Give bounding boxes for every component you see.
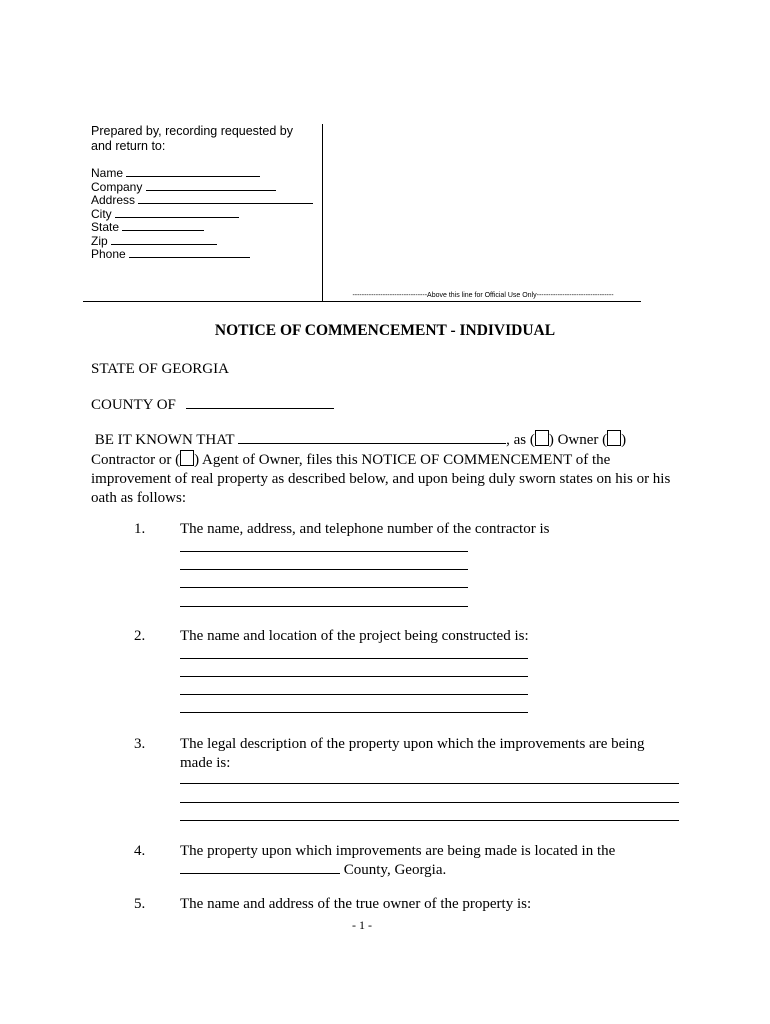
item-3-line[interactable] (180, 820, 679, 821)
field-state[interactable]: State (91, 221, 313, 235)
item-4-number: 4. (134, 843, 146, 859)
intro-line3: improvement of real property as described below, and upon being duly sworn states on his or his (91, 471, 671, 487)
item-2-line[interactable] (180, 694, 528, 695)
field-company[interactable]: Company (91, 181, 313, 195)
prepared-by-line1: Prepared by, recording requested by (91, 124, 293, 138)
county-line (91, 396, 334, 415)
county-label: COUNTY OF (91, 397, 176, 413)
item-1-line[interactable] (180, 551, 468, 552)
item-1-text: The name, address, and telephone number of the contractor is (180, 521, 550, 537)
field-phone[interactable]: Phone (91, 248, 313, 262)
item-5-number: 5. (134, 896, 146, 912)
field-name[interactable]: Name (91, 167, 313, 181)
filer-name-input[interactable] (238, 434, 506, 444)
prepared-by-line2: and return to: (91, 139, 166, 153)
item-1-line[interactable] (180, 587, 468, 588)
item-1-number: 1. (134, 521, 146, 537)
item-3-line[interactable] (180, 802, 679, 803)
return-address-fields (91, 167, 313, 262)
item-2-number: 2. (134, 628, 146, 644)
field-zip[interactable]: Zip (91, 235, 313, 249)
item-2-line[interactable] (180, 658, 528, 659)
item-3-line[interactable] (180, 783, 679, 784)
official-use-label: --------------------------------Above this line for Official Use Only--------------------------------- (352, 292, 614, 299)
item-2-line[interactable] (180, 676, 528, 677)
item-2-line[interactable] (180, 712, 528, 713)
contractor-checkbox[interactable] (607, 430, 621, 446)
item-3-number: 3. (134, 736, 146, 752)
item-4-text: The property upon which improvements are being made is located in the County, Georgia. (180, 843, 616, 878)
item-1-line[interactable] (180, 569, 468, 570)
county-input[interactable] (186, 399, 334, 409)
intro-paragraph: BE IT KNOWN THAT , as ( ) Owner ( ) Contractor or ( ) Agent of Owner, files this NOTICE OF COMMENCEMENT of the improvement of real property as described below, and upon being duly sworn states on his or his oath as follows: (91, 430, 691, 508)
be-it-known: BE IT KNOWN THAT (94, 432, 235, 448)
prepared-by-label (91, 124, 293, 154)
item-3-text: The legal description of the property upon which the improvements are being made is: (180, 736, 645, 771)
item-4-county-input[interactable] (180, 864, 340, 874)
state-heading: STATE OF GEORGIA (91, 361, 229, 377)
agent-checkbox[interactable] (180, 450, 194, 466)
owner-checkbox[interactable] (535, 430, 549, 446)
intro-line4: oath as follows: (91, 490, 186, 506)
document-title: NOTICE OF COMMENCEMENT - INDIVIDUAL (214, 322, 556, 339)
page-number: - 1 - (352, 918, 372, 932)
item-1-line[interactable] (180, 606, 468, 607)
header-vertical-divider (322, 124, 323, 301)
official-use-rule (83, 301, 641, 302)
field-address[interactable]: Address (91, 194, 313, 208)
item-2-text: The name and location of the project being constructed is: (180, 628, 529, 644)
item-5-text: The name and address of the true owner of the property is: (180, 896, 532, 912)
field-city[interactable]: City (91, 208, 313, 222)
